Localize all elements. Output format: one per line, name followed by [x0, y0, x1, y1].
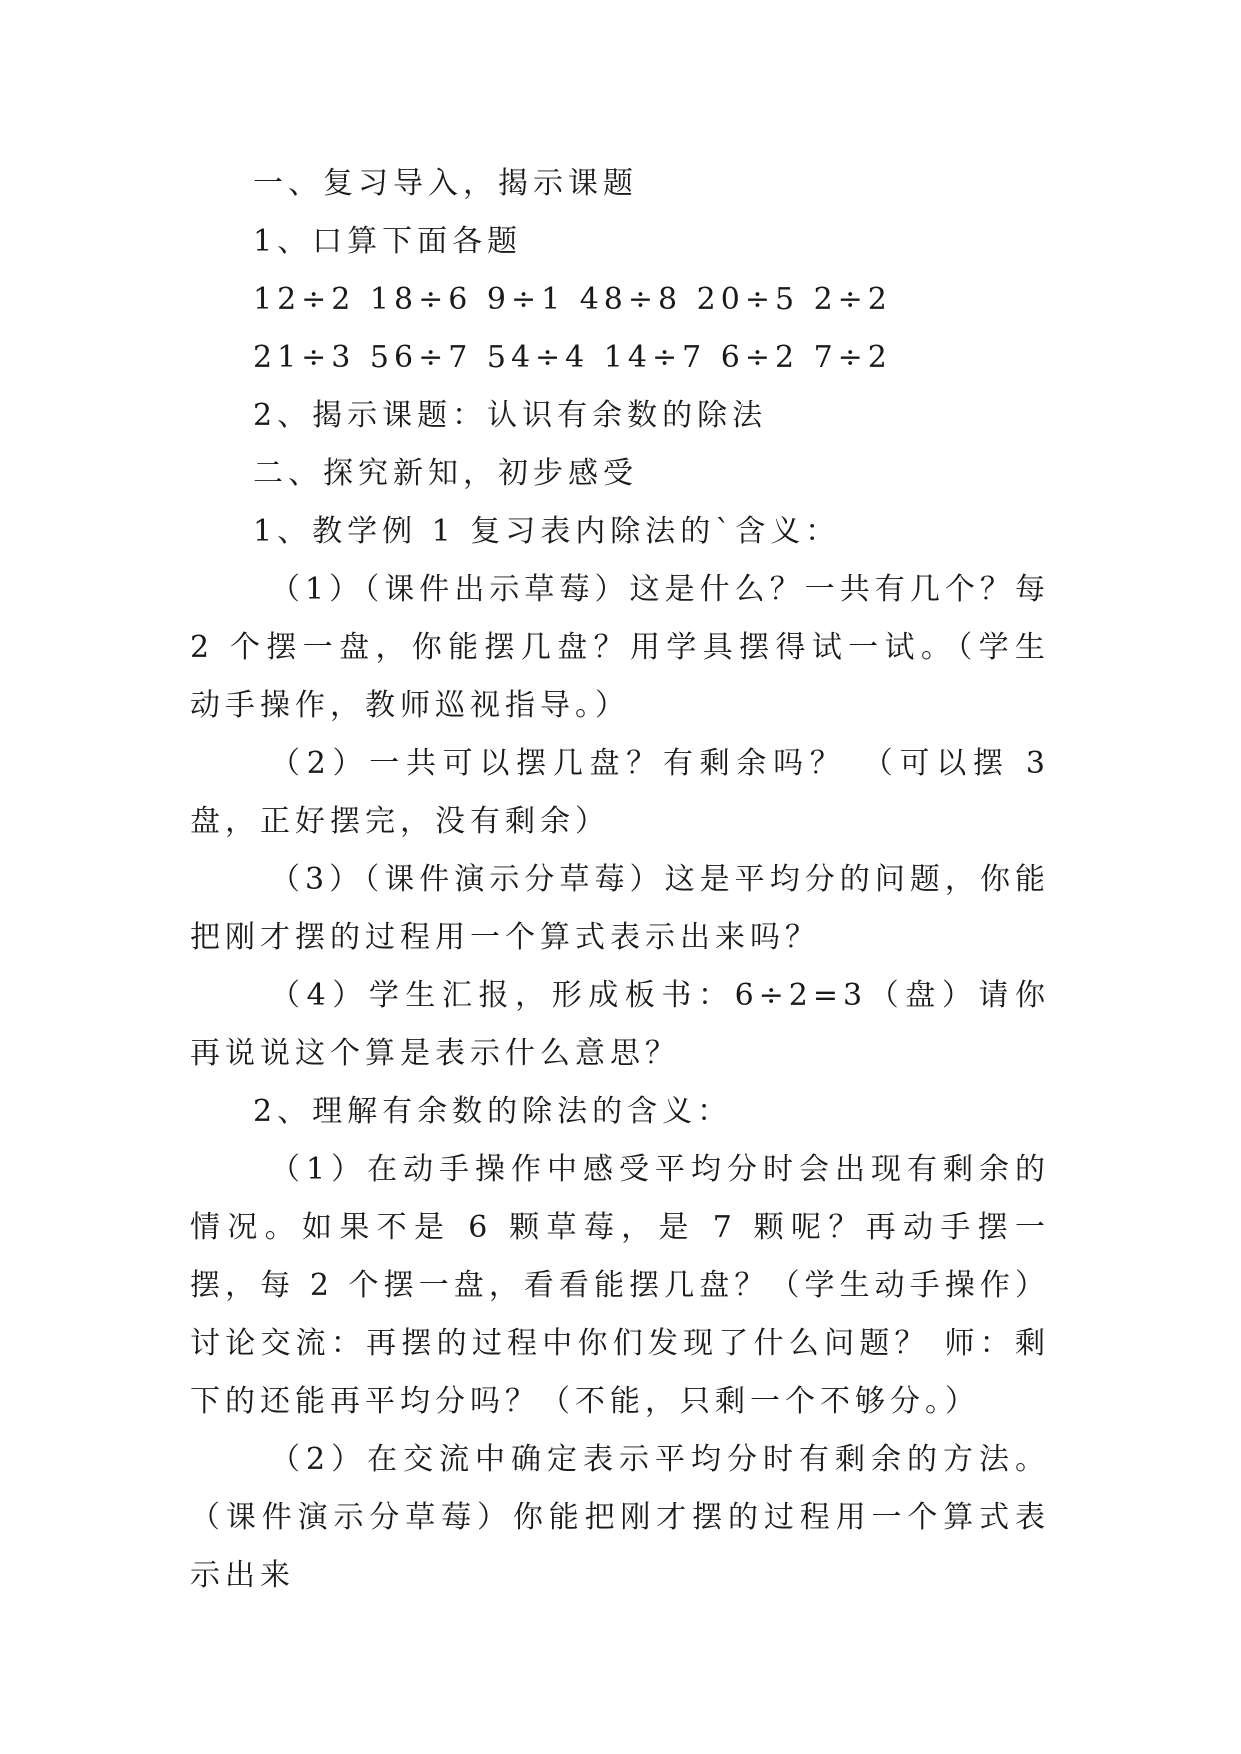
list-item-oral-calc: 1、口算下面各题	[253, 224, 523, 259]
document-body	[190, 155, 1050, 1605]
paragraph-5: （1）在动手操作中感受平均分时会出现有剩余的情况。如果不是 6 颗草莓，是 7 颗呢？再动手摆一摆，每 2 个摆一盘，看看能摆几盘？（学生动手操作） 讨论交流：再摆的过程中你们发现了什么问题？ 师：剩下的还能再平均分吗？（不能，只剩一个不够分。）	[190, 1152, 1050, 1419]
list-item-topic: 2、揭示课题：认识有余数的除法	[253, 398, 768, 433]
list-item-meaning: 2、理解有余数的除法的含义：	[253, 1094, 733, 1129]
calc-row-1: 12÷2 18÷6 9÷1 48÷8 20÷5 2÷2	[253, 282, 892, 317]
section-heading-2: 二、探究新知，初步感受	[253, 456, 638, 491]
list-item-example-1: 1、教学例 1 复习表内除法的`含义：	[253, 514, 841, 549]
paragraph-4: （4）学生汇报，形成板书：6÷2=3（盘）请你再说说这个算是表示什么意思？	[190, 978, 1050, 1071]
paragraph-6: （2）在交流中确定表示平均分时有剩余的方法。 （课件演示分草莓）你能把刚才摆的过程用一个算式表示出来	[190, 1442, 1050, 1593]
section-heading-1: 一、复习导入，揭示课题	[253, 166, 638, 201]
paragraph-1: （1）（课件出示草莓）这是什么？一共有几个？每 2 个摆一盘，你能摆几盘？用学具摆得试一试。（学生动手操作，教师巡视指导。）	[190, 572, 1050, 723]
calc-row-2: 21÷3 56÷7 54÷4 14÷7 6÷2 7÷2	[253, 340, 892, 375]
paragraph-3: （3）（课件演示分草莓）这是平均分的问题，你能把刚才摆的过程用一个算式表示出来吗？	[190, 862, 1050, 955]
paragraph-2: （2）一共可以摆几盘？有剩余吗？ （可以摆 3 盘，正好摆完，没有剩余）	[190, 746, 1050, 839]
